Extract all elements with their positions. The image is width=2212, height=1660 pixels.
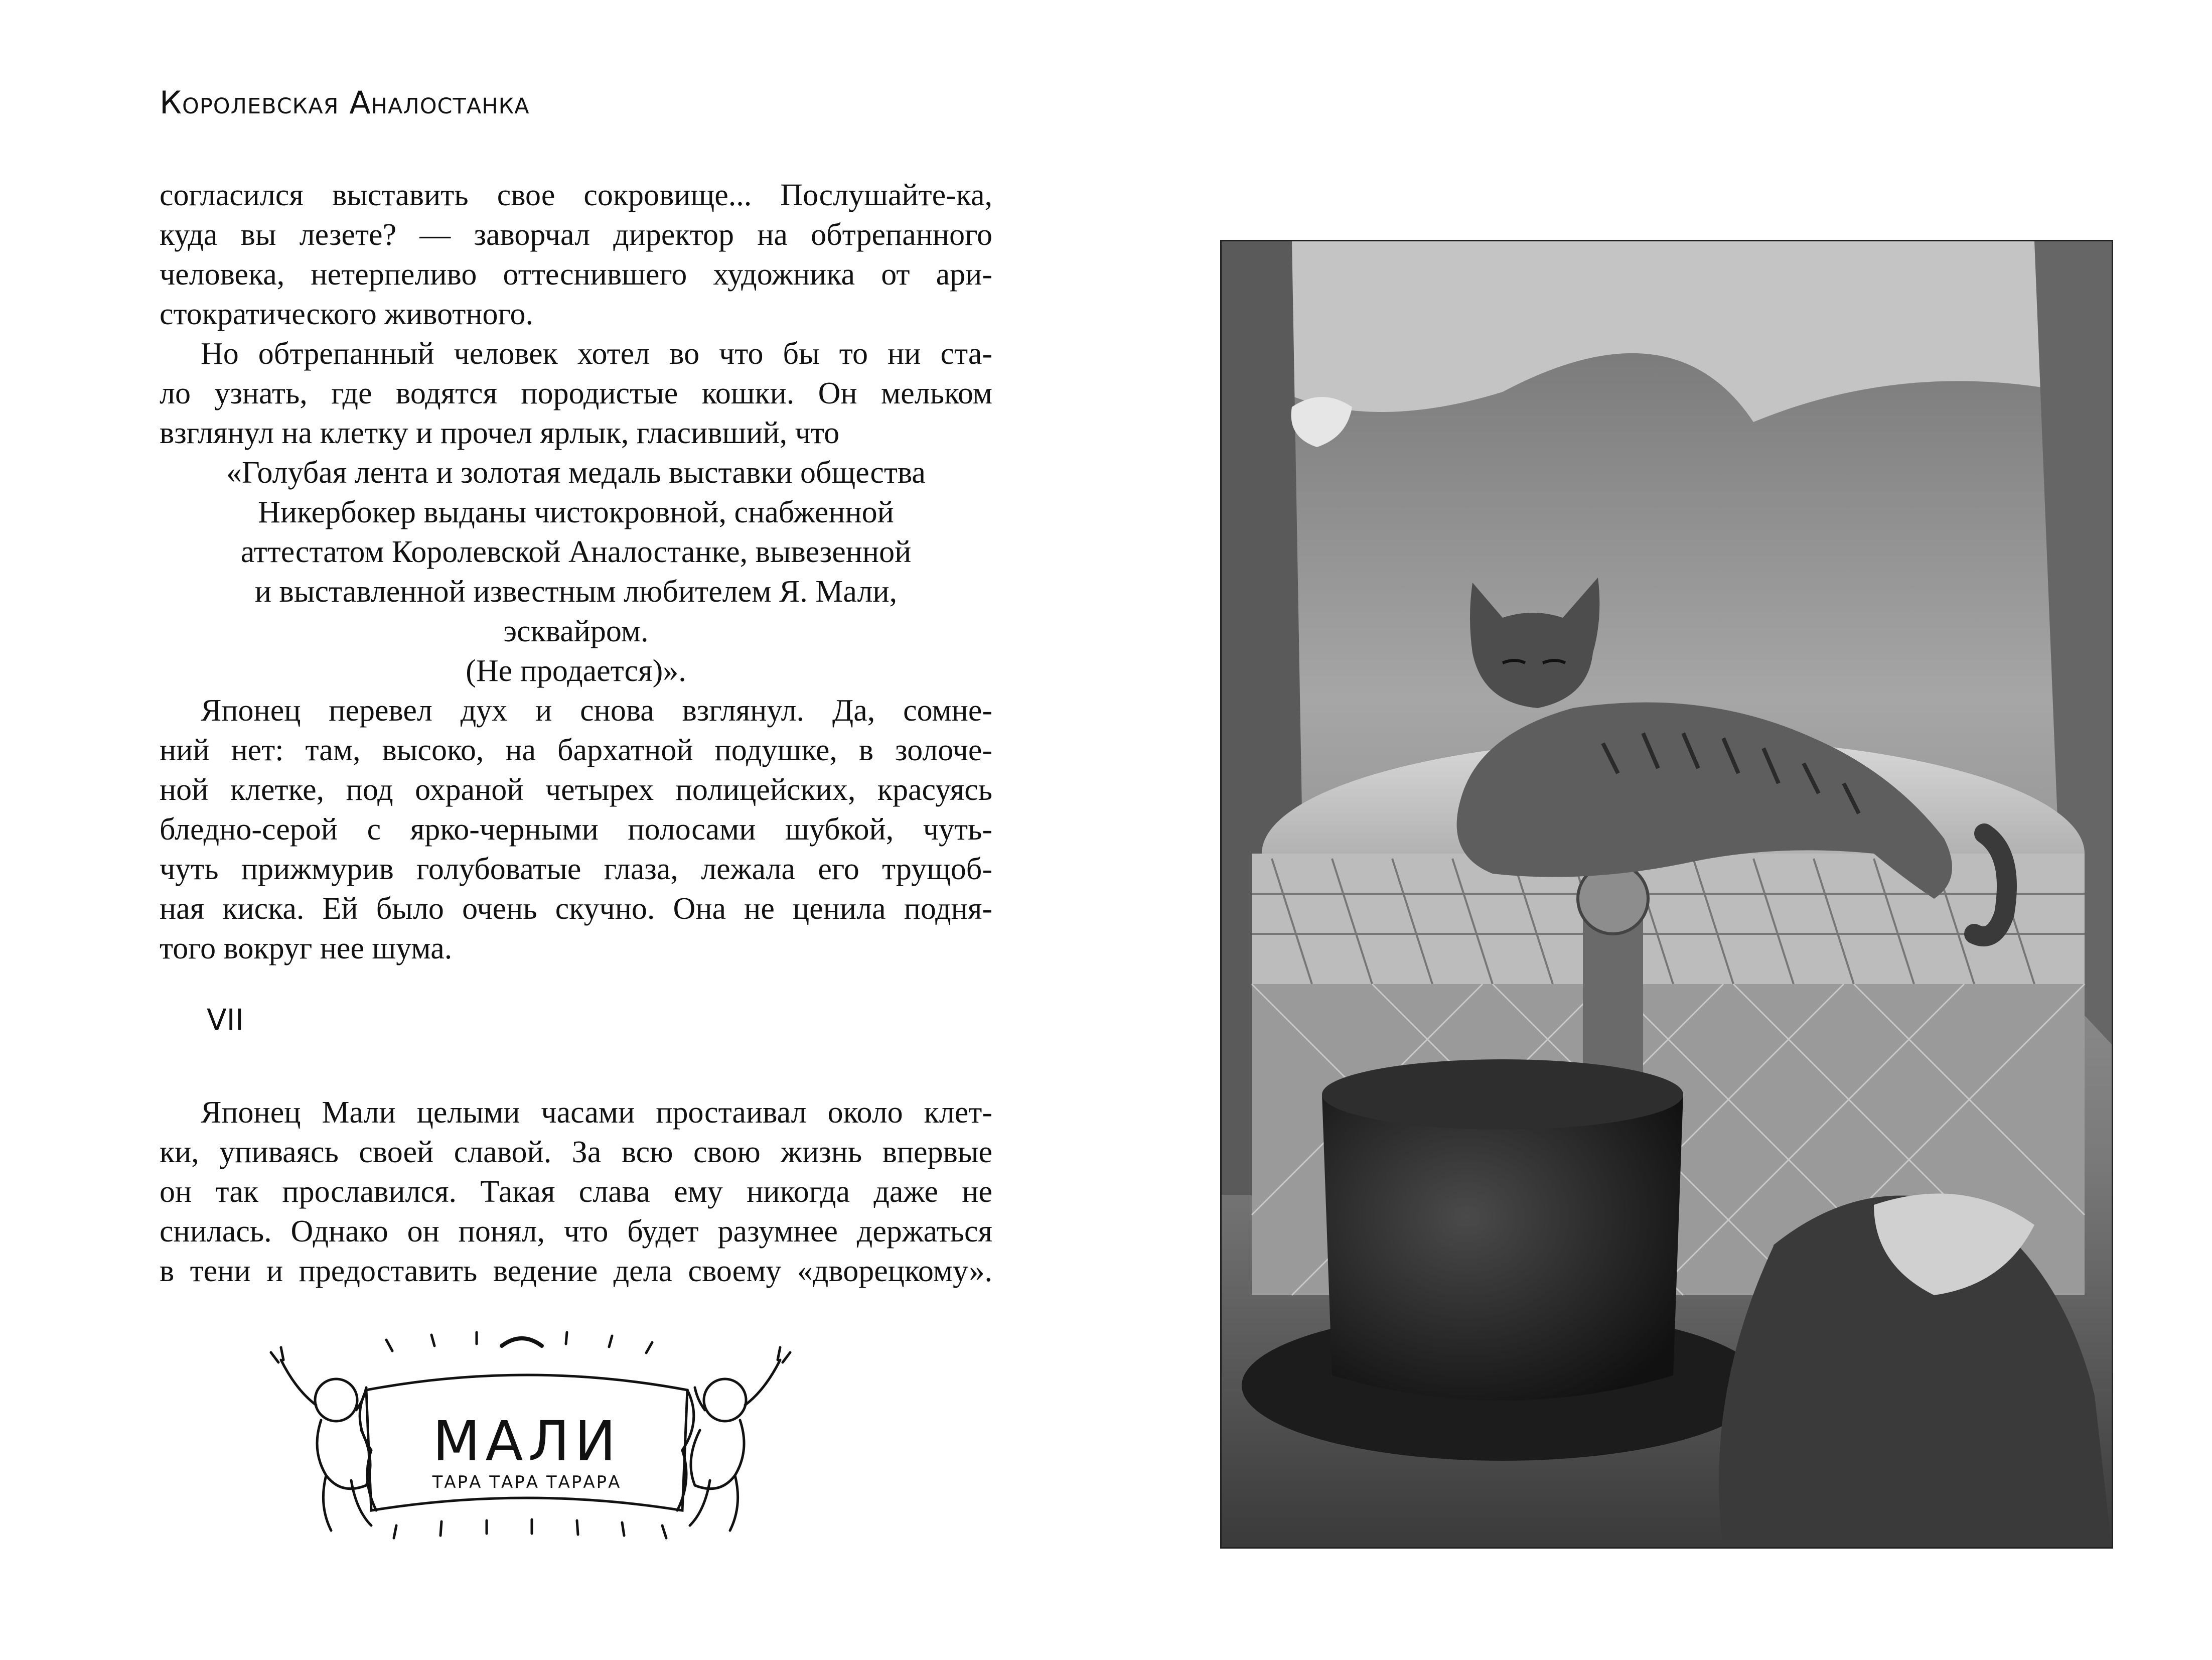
text-line: Японец Мали целыми часами простаивал около клет-	[201, 1095, 992, 1130]
text-line: в тени и предоставить ведение дела своему «дворецкому».	[160, 1254, 992, 1288]
quote-line: (Не продается)».	[466, 654, 686, 688]
text-line: ний нет: там, высоко, на бархатной подушке, в золоче-	[160, 733, 992, 767]
text-line: снилась. Однако он понял, что будет разумнее держаться	[160, 1214, 992, 1249]
text-column	[160, 176, 992, 969]
text-line: ло узнать, где водятся породистые кошки. Он мельком	[160, 376, 992, 410]
cat-illustration-plate	[1220, 240, 2113, 1549]
cat-illustration	[1222, 241, 2112, 1547]
running-head: Королевская Аналостанка	[160, 84, 530, 121]
text-line: человека, нетерпеливо оттеснившего художника от ари-	[160, 257, 992, 292]
text-line: он так прославился. Такая слава ему никогда даже не	[160, 1175, 992, 1209]
text-line: бледно-серой с ярко-черными полосами шубкой, чуть-	[160, 812, 992, 847]
text-line: согласился выставить свое сокровище... Послушайте-ка,	[160, 178, 992, 212]
quote-line: эсквайром.	[503, 614, 649, 648]
quote-line: и выставленной известным любителем Я. Мали,	[254, 575, 898, 609]
text-line: ки, упиваясь своей славой. За всю свою жизнь впервые	[160, 1135, 992, 1169]
chapter-number: VII	[207, 1003, 244, 1037]
text-column-continued	[160, 1093, 992, 1291]
banner-subtitle: ТАРА ТАРА ТАРАРА	[432, 1472, 622, 1492]
text-line: ная киска. Ей было очень скучно. Она не ценила подня-	[160, 892, 992, 926]
text-line: ной клетке, под охраной четырех полицейских, красуясь	[160, 773, 992, 807]
banner-name: МАЛИ	[432, 1409, 621, 1473]
text-line: Японец перевел дух и снова взглянул. Да, сомне-	[201, 694, 992, 728]
text-line: куда вы лезете? — заворчал директор на обтрепанного	[160, 218, 992, 252]
text-line: взглянул на клетку и прочел ярлык, гласивший, что	[160, 416, 840, 450]
quote-line: Никербокер выданы чистокровной, снабженной	[258, 495, 894, 529]
text-line: того вокруг нее шума.	[160, 931, 453, 965]
text-line: Но обтрепанный человек хотел во что бы то ни ста-	[201, 337, 992, 371]
text-line: чуть прижмурив голубоватые глаза, лежала его трущоб-	[160, 852, 992, 886]
quote-line: «Голубая лента и золотая медаль выставки общества	[226, 456, 926, 490]
quote-line: аттестатом Королевской Аналостанке, вывезенной	[240, 535, 912, 569]
text-line: стократического животного.	[160, 297, 533, 331]
banner-vignette	[266, 1315, 798, 1581]
